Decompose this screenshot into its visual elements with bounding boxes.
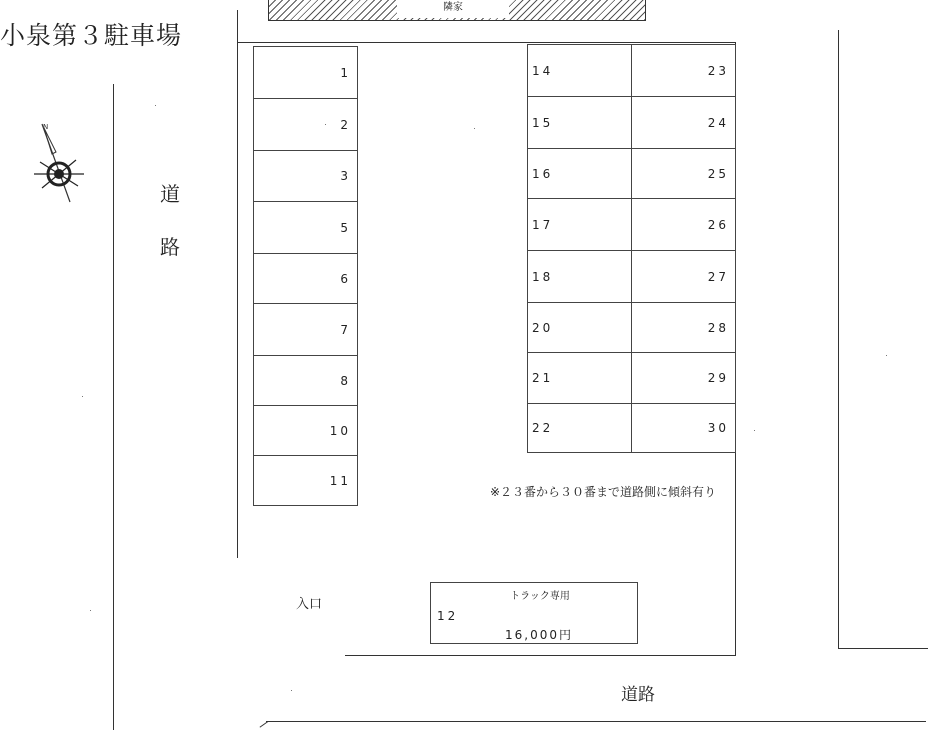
compass-icon [30,118,90,208]
scan-speck [886,355,887,356]
scan-speck [325,124,326,125]
page-title: 小泉第３駐車場 [0,21,183,50]
road-label-vertical-2: 路 [160,235,180,259]
slot-number: 26 [707,217,729,232]
parking-slot[interactable] [527,44,632,97]
slot-number: 25 [707,166,729,181]
parking-slot[interactable] [527,302,632,353]
scan-speck [474,128,475,129]
parking-slot[interactable] [527,148,632,199]
slot-number: 7 [340,322,351,337]
compass-north-label: N [43,123,49,131]
slot-number: 2 [340,117,351,132]
lot-boundary-bottom [345,655,736,656]
slot-number: 1 [340,65,351,80]
slot-number: 8 [340,373,351,388]
parking-slot[interactable] [253,405,358,456]
parking-slot[interactable] [253,303,358,356]
parking-slot[interactable] [253,150,358,202]
parking-slot[interactable] [631,403,736,453]
slot-number: 18 [532,269,554,284]
truck-parking-slot[interactable] [430,582,638,644]
slot-number: 17 [532,217,554,232]
parking-slot[interactable] [631,44,736,97]
truck-slot-number: 12 [437,609,459,623]
slot-number: 24 [707,115,729,130]
parking-slot[interactable] [631,250,736,303]
parking-slot[interactable] [253,253,358,304]
slot-number: 16 [532,166,554,181]
scan-speck [754,430,755,431]
parking-slot[interactable] [527,198,632,251]
slot-number: 3 [340,169,351,183]
slot-number: 28 [707,320,729,335]
slot-number: 29 [707,371,729,385]
slot-number: 23 [707,63,729,78]
lot-boundary-top [237,42,735,43]
slope-note: ※２３番から３０番まで道路側に傾斜有り [490,485,717,499]
road-edge-left [113,84,114,730]
scan-speck [291,690,292,691]
parking-slot[interactable] [527,250,632,303]
parking-slot[interactable] [253,46,358,99]
parking-slot[interactable] [527,96,632,149]
parking-slot[interactable] [253,98,358,151]
parking-slot[interactable] [253,201,358,254]
parking-slot[interactable] [631,148,736,199]
road-label-vertical-1: 道 [160,182,180,206]
slot-number: 10 [329,423,351,438]
slot-number: 20 [532,320,554,335]
scan-speck [155,105,156,106]
neighbor-boundary-right [838,30,839,648]
road-edge-bottom [266,721,926,722]
parking-slot[interactable] [631,96,736,149]
parking-slot[interactable] [527,352,632,404]
slot-number: 22 [532,421,554,435]
scan-speck [82,396,83,397]
slot-number: 11 [329,473,351,488]
truck-slot-label: トラック専用 [510,591,570,602]
parking-slot[interactable] [631,352,736,404]
road-label-bottom: 道路 [621,685,655,705]
truck-slot-price: 16,000円 [505,628,573,642]
slot-number: 6 [340,271,351,286]
parking-slot[interactable] [527,403,632,453]
entrance-label: 入口 [296,597,323,612]
lot-boundary-left [237,10,238,558]
parking-slot[interactable] [253,455,358,506]
neighbor-label: 隣家 [397,0,509,18]
road-edge-bottom-corner [260,721,269,728]
scan-speck [90,610,91,611]
slot-number: 15 [532,115,554,130]
neighbor-boundary-bottom [838,648,928,649]
slot-number: 5 [340,220,351,235]
parking-slot[interactable] [253,355,358,406]
parking-slot[interactable] [631,302,736,353]
slot-number: 14 [532,63,554,78]
slot-number: 30 [707,421,729,435]
slot-number: 21 [532,371,554,385]
parking-slot[interactable] [631,198,736,251]
slot-number: 27 [707,269,729,284]
